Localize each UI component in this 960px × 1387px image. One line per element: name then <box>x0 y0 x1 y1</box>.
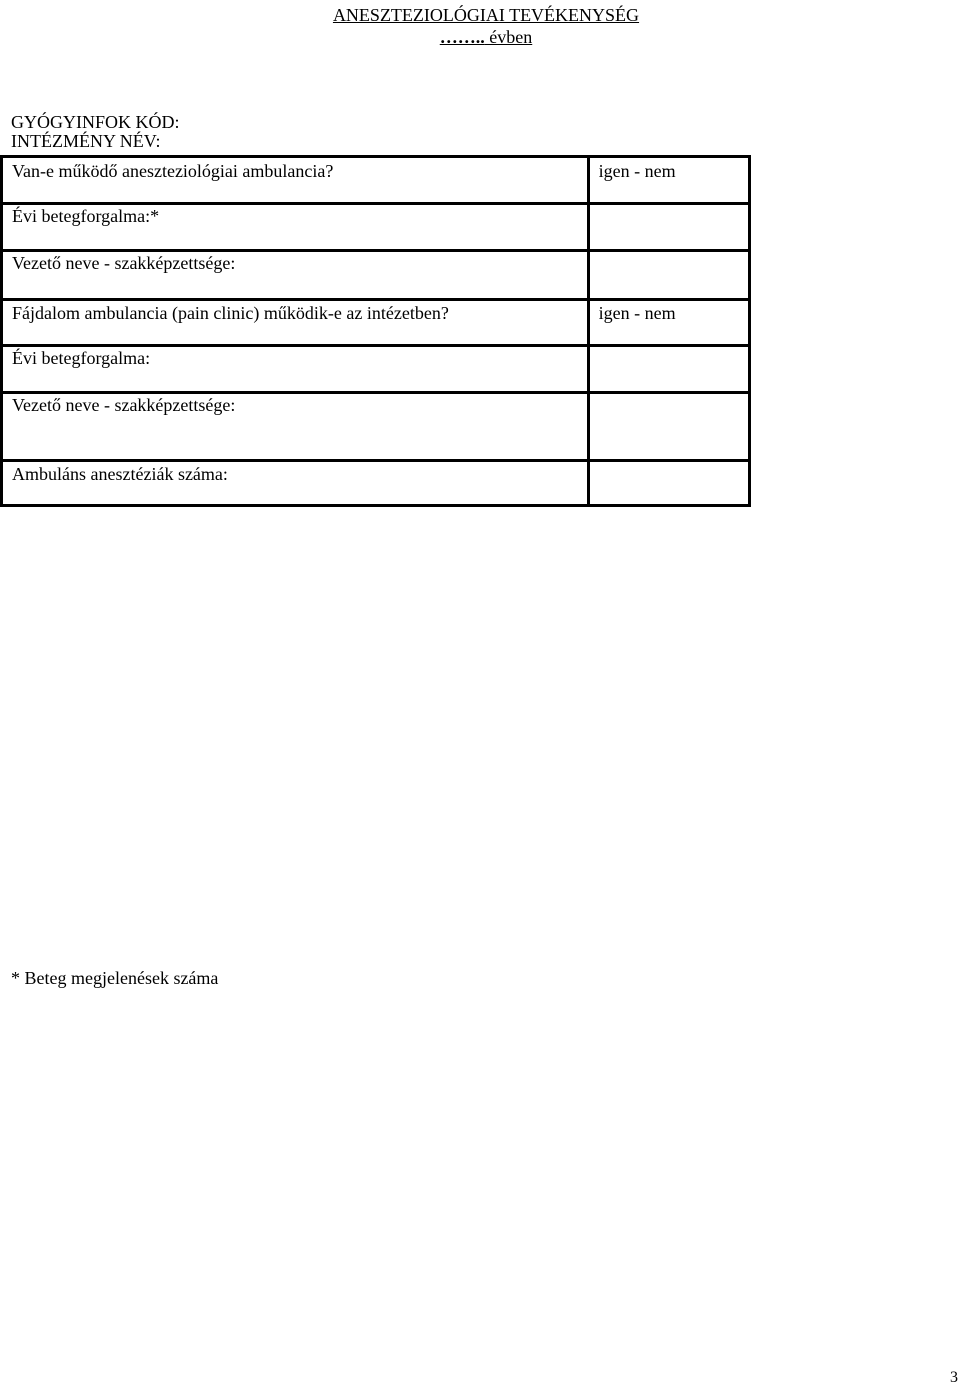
table-row <box>2 346 750 393</box>
year-dots: …….. <box>439 27 485 47</box>
code-label: GYÓGYINFOK KÓD: <box>11 112 180 132</box>
question-cell: Ambuláns anesztéziák száma: <box>2 461 589 506</box>
question-cell: Évi betegforgalma:* <box>2 204 589 251</box>
page-title: ANESZTEZIOLÓGIAI TEVÉKENYSÉG <box>332 5 640 25</box>
answer-cell[interactable] <box>588 393 749 461</box>
institution-label: INTÉZMÉNY NÉV: <box>11 131 161 151</box>
answer-cell[interactable] <box>588 204 749 251</box>
table-row <box>2 251 750 300</box>
table-row <box>2 204 750 251</box>
answer-cell[interactable]: igen - nem <box>588 300 749 346</box>
table-row <box>2 300 750 346</box>
answer-cell[interactable]: igen - nem <box>588 157 749 204</box>
question-cell: Fájdalom ambulancia (pain clinic) működik-e az intézetben? <box>2 300 589 346</box>
question-cell: Évi betegforgalma: <box>2 346 589 393</box>
table-row <box>2 157 750 204</box>
table-row <box>2 393 750 461</box>
question-cell: Van-e működő aneszteziológiai ambulancia? <box>2 157 589 204</box>
activity-form-table <box>0 155 751 507</box>
year-line <box>0 27 960 47</box>
answer-cell[interactable] <box>588 461 749 506</box>
table-row <box>2 461 750 506</box>
question-cell: Vezető neve - szakképzettsége: <box>2 251 589 300</box>
question-cell: Vezető neve - szakképzettsége: <box>2 393 589 461</box>
footnote: * Beteg megjelenések száma <box>11 968 219 988</box>
answer-cell[interactable] <box>588 346 749 393</box>
year-word: évben <box>484 27 533 47</box>
page-number: 3 <box>950 1369 958 1386</box>
answer-cell[interactable] <box>588 251 749 300</box>
